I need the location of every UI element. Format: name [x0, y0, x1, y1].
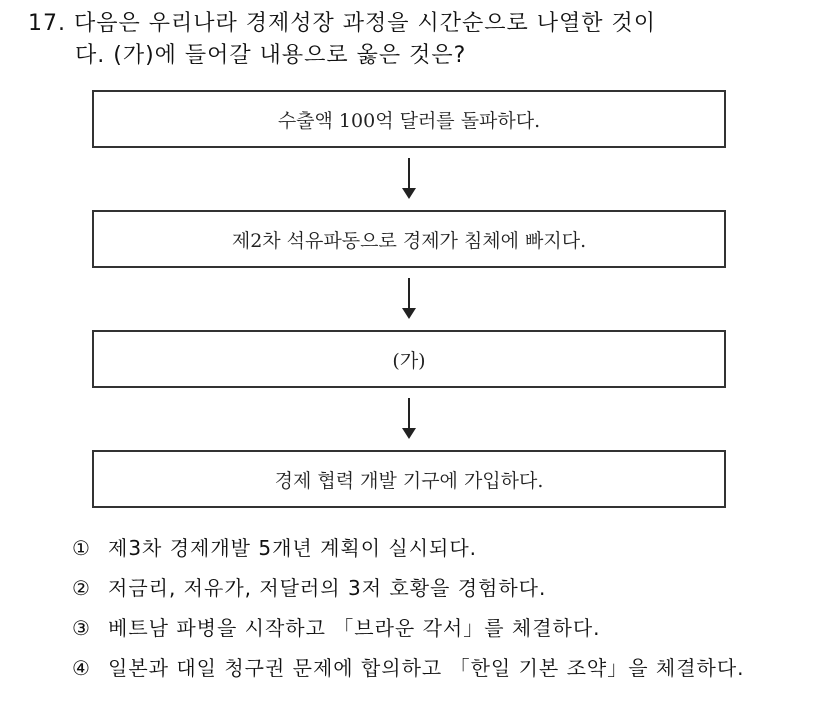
option-text: 저금리, 저유가, 저달러의 3저 호황을 경험하다. [108, 576, 547, 600]
flow-step-blank: (가) [92, 330, 726, 388]
option-number: ③ [72, 616, 91, 640]
flow-diagram [92, 90, 726, 508]
answer-option-1[interactable] [72, 534, 802, 562]
answer-options [72, 534, 802, 694]
option-text: 베트남 파병을 시작하고 「브라운 각서」를 체결하다. [108, 616, 601, 640]
question-line-2: 다. (가)에 들어갈 내용으로 옳은 것은? [75, 43, 467, 68]
option-number: ① [72, 536, 91, 560]
option-text: 일본과 대일 청구권 문제에 합의하고 「한일 기본 조약」을 체결하다. [108, 656, 745, 680]
option-text: 제3차 경제개발 5개년 계획이 실시되다. [108, 536, 478, 560]
flow-step-2: 제2차 석유파동으로 경제가 침체에 빠지다. [92, 210, 726, 268]
option-number: ④ [72, 656, 91, 680]
down-arrow-icon [92, 148, 726, 210]
flow-step-1: 수출액 100억 달러를 돌파하다. [92, 90, 726, 148]
answer-option-3[interactable] [72, 614, 802, 642]
down-arrow-icon [92, 388, 726, 450]
answer-option-4[interactable] [72, 654, 802, 682]
question-text [28, 8, 808, 72]
option-number: ② [72, 576, 91, 600]
question-line-1: 17. 다음은 우리나라 경제성장 과정을 시간순으로 나열한 것이 [28, 11, 656, 36]
down-arrow-icon [92, 268, 726, 330]
answer-option-2[interactable] [72, 574, 802, 602]
flow-step-4: 경제 협력 개발 기구에 가입하다. [92, 450, 726, 508]
